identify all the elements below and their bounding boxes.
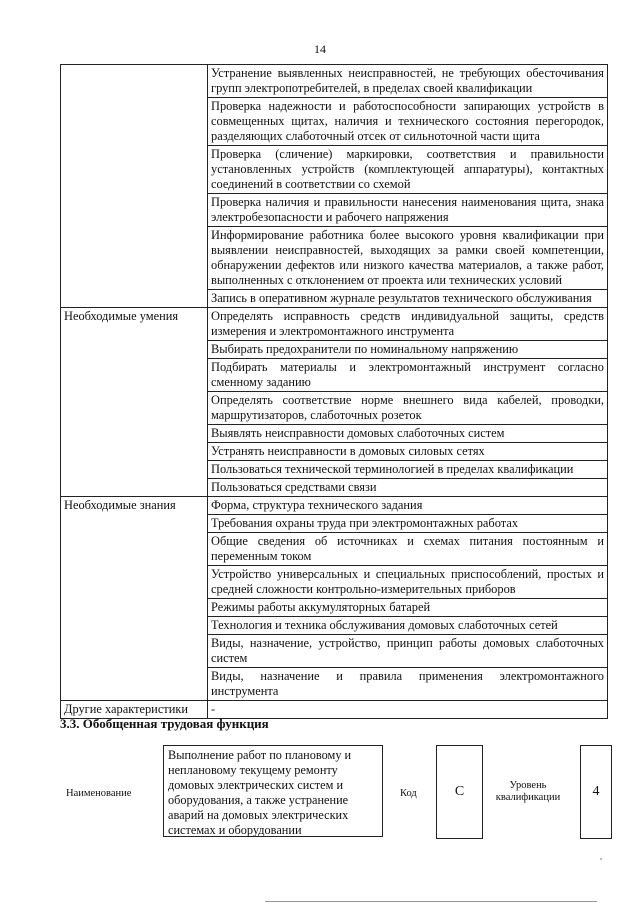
table-cell: Проверка наличия и правильности нанесения наименования щита, знака электробезопасности и рабочего напряжения [208,194,608,227]
row-category-label: Другие характеристики [61,701,208,719]
table-cell: Проверка (сличение) маркировки, соответствия и правильности установленных устройств (комплектующей аппаратуры), контактных соединений в соответствии со схемой [208,146,608,194]
table-row [61,65,608,98]
table-cell: Общие сведения об источниках и схемах питания постоянным и переменным током [208,533,608,566]
table-cell: Форма, структура технического задания [208,497,608,515]
table-cell: Устранение выявленных неисправностей, не требующих обесточивания групп электропотребителей, в пределах своей квалификации [208,65,608,98]
table-row [61,497,608,515]
page-number: 14 [314,42,326,56]
table-cell: Технология и техника обслуживания домовых слаботочных сетей [208,617,608,635]
table-cell: Проверка надежности и работоспособности запирающих устройств в совмещенных щитах, наличия и технического состояния перегородок, разделяющих слаботочный отсек от сильноточной части щита [208,98,608,146]
table-cell: Виды, назначение и правила применения электромонтажного инструмента [208,668,608,701]
row-category-label: Необходимые умения [61,308,208,497]
table-cell: Требования охраны труда при электромонтажных работах [208,515,608,533]
function-name-box: Выполнение работ по плановому и неплановому текущему ремонту домовых электрических систем и оборудования, а также устранение аварий на домовых электрических системах и оборудовании [163,745,383,837]
code-label: Код [400,788,417,799]
table-cell: Определять соответствие норме внешнего вида кабелей, проводки, маршрутизаторов, слаботочных розеток [208,392,608,425]
table-cell: Подбирать материалы и электромонтажный инструмент согласно сменному заданию [208,359,608,392]
table-cell: Пользоваться технической терминологией в пределах квалификации [208,461,608,479]
row-category-label [61,65,208,308]
table-cell: Пользоваться средствами связи [208,479,608,497]
table-cell: Устранять неисправности в домовых силовых сетях [208,443,608,461]
level-box: 4 [580,745,612,839]
code-box: C [436,745,483,839]
footer-line [265,901,597,902]
table-cell: Устройство универсальных и специальных приспособлений, простых и средней сложности контрольно-измерительных приборов [208,566,608,599]
table-cell: Выбирать предохранители по номинальному напряжению [208,341,608,359]
table-cell: Виды, назначение, устройство, принцип работы домовых слаботочных систем [208,635,608,668]
table-cell: Выявлять неисправности домовых слаботочных систем [208,425,608,443]
scan-mark [600,858,602,860]
table-cell: Информирование работника более высокого уровня квалификации при выявлении неисправностей, выходящих за рамки своей компетенции, обнаружении дефектов или низкого качества материалов, а также работ, выполненных с отклонением от проекта или технических условий [208,227,608,290]
table-cell: Режимы работы аккумуляторных батарей [208,599,608,617]
section-title: 3.3. Обобщенная трудовая функция [60,716,269,731]
requirements-table [60,64,608,719]
level-label: Уровень квалификации [495,780,561,803]
table-row [61,308,608,341]
table-cell: Запись в оперативном журнале результатов технического обслуживания [208,290,608,308]
table-cell: Определять исправность средств индивидуальной защиты, средств измерения и электромонтажного инструмента [208,308,608,341]
table-cell: - [208,701,608,719]
row-category-label: Необходимые знания [61,497,208,701]
name-label: Наименование [66,788,132,799]
